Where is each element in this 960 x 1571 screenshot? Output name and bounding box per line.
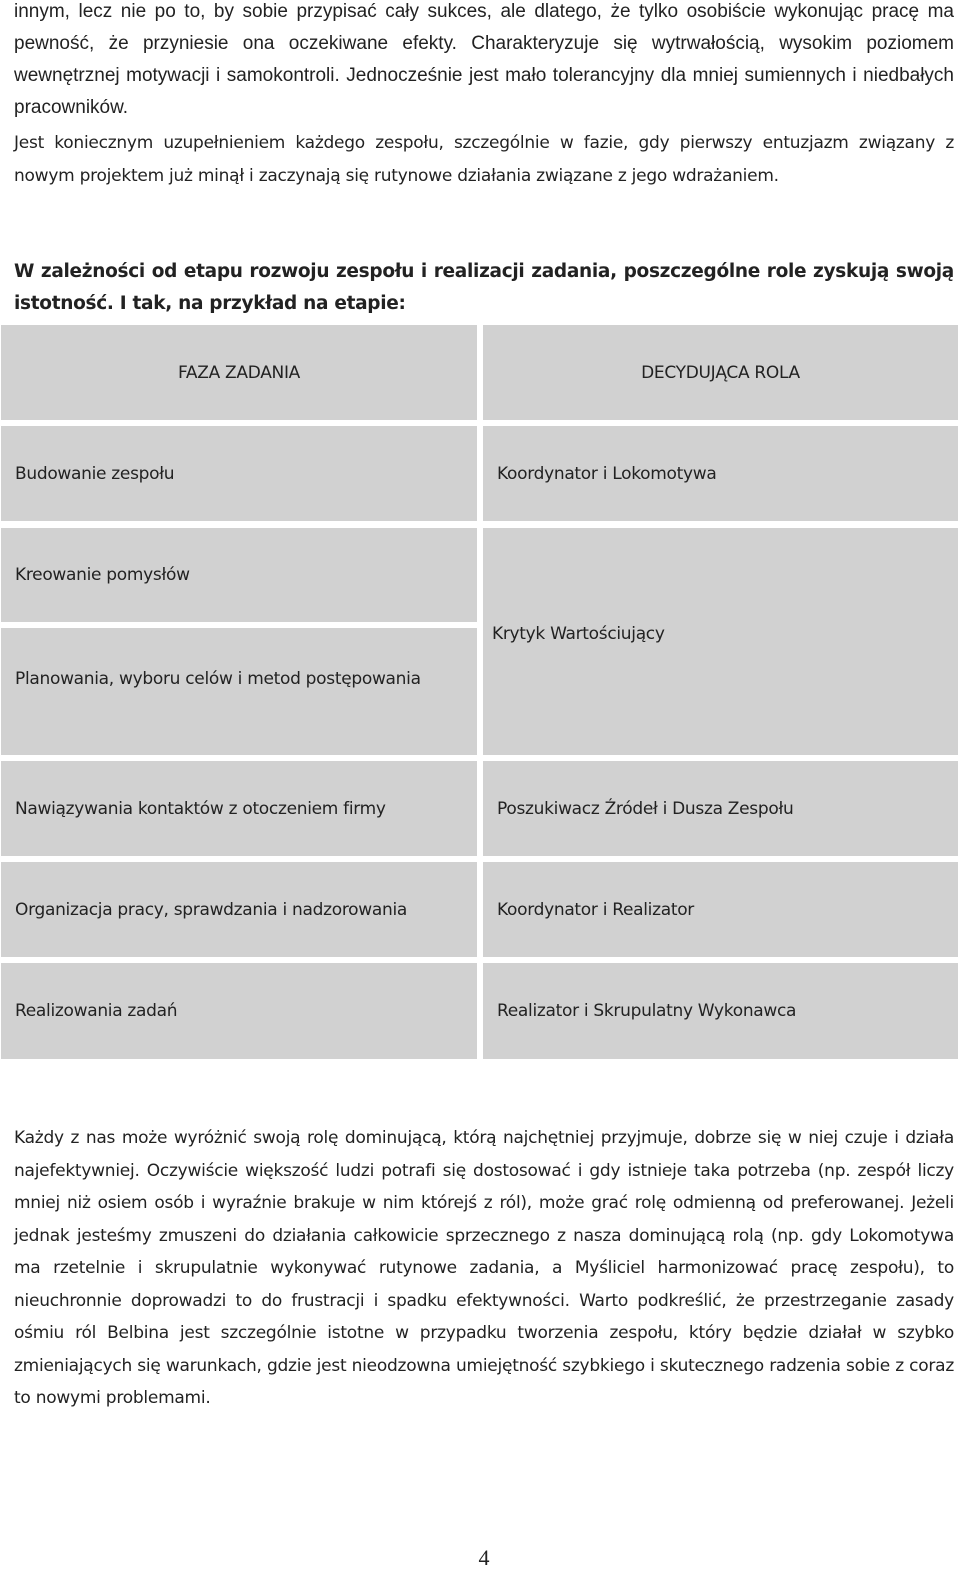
table-row-role — [483, 761, 958, 856]
phase-cell: Organizacja pracy, sprawdzania i nadzorowania — [15, 899, 408, 920]
table-header-role — [483, 325, 958, 420]
table-row-phase — [1, 628, 477, 755]
phase-cell: Planowania, wyboru celów i metod postępowania — [15, 669, 421, 689]
header-phase-text: FAZA ZADANIA — [178, 362, 300, 383]
table-row-phase — [1, 528, 477, 622]
header-role-text: DECYDUJĄCA ROLA — [641, 362, 800, 383]
phase-cell: Budowanie zespołu — [15, 463, 175, 484]
role-cell: Koordynator i Lokomotywa — [497, 463, 717, 484]
role-cell: Krytyk Wartościujący — [492, 624, 665, 644]
table-header-phase — [1, 325, 477, 420]
role-cell: Realizator i Skrupulatny Wykonawca — [497, 1001, 797, 1021]
role-cell: Koordynator i Realizator — [497, 899, 694, 920]
role-cell: Poszukiwacz Źródeł i Dusza Zespołu — [497, 798, 794, 819]
page-number: 4 — [478, 1545, 490, 1570]
table-row-role — [483, 862, 958, 957]
table-row-phase — [1, 963, 477, 1059]
table-row-phase — [1, 426, 477, 521]
paragraph-bottom: Każdy z nas może wyróżnić swoją rolę dominującą, którą najchętniej przyjmuje, dobrze się w niej czuje i działa najefektywniej. Oczywiście większość ludzi potrafi się dostosować i gdy istnieje taka potrzeba (np. zespół liczy mniej niż osiem osób i wyraźnie brakuje w nim którejś z ról), może grać rolę odmienną od preferowanej. Jeżeli jednak jesteśmy zmuszeni do działania całkowicie sprzecznego z nasza dominującą rolą (np. gdy Lokomotywa ma rzetelnie i skrupulatnie wykonywać rutynowe zadania, a Myśliciel harmonizować pracę zespołu), to nieuchronnie doprowadzi to do frustracji i spadku efektywności. Warto podkreślić, że przestrzeganie zasady ośmiu ról Belbina jest szczególnie istotne w przypadku tworzenia zespołu, który będzie działał w szybko zmieniających się warunkach, gdzie jest nieodzowna umiejętność szybkiego i skutecznego radzenia sobie z coraz to nowymi problemami. — [14, 1128, 954, 1408]
table-row-phase — [1, 761, 477, 856]
phase-cell: Kreowanie pomysłów — [15, 565, 190, 585]
table-row-role — [483, 963, 958, 1059]
paragraph-second: Jest koniecznym uzupełnieniem każdego zespołu, szczególnie w fazie, gdy pierwszy entuzjazm związany z nowym projektem już minął i zaczynają się rutynowe działania związane z jego wdrażaniem. — [14, 133, 954, 186]
table-row-role — [483, 426, 958, 521]
table-row-role — [483, 528, 958, 755]
phase-cell: Realizowania zadań — [15, 1001, 178, 1021]
intro-bold-paragraph: W zależności od etapu rozwoju zespołu i realizacji zadania, poszczególne role zyskują swoją istotność. I tak, na przykład na etapie: — [14, 261, 954, 314]
paragraph-top: innym, lecz nie po to, by sobie przypisać cały sukces, ale dlatego, że tylko osobiście wykonując pracę ma pewność, że przyniesie ona oczekiwane efekty. Charakteryzuje się wytrwałością, wysokim poziomem wewnętrznej motywacji i samokontroli. Jednocześnie jest mało tolerancyjny dla mniej sumiennych i niedbałych pracowników. — [14, 1, 954, 118]
table-row-phase — [1, 862, 477, 957]
phase-cell: Nawiązywania kontaktów z otoczeniem firmy — [15, 798, 386, 819]
